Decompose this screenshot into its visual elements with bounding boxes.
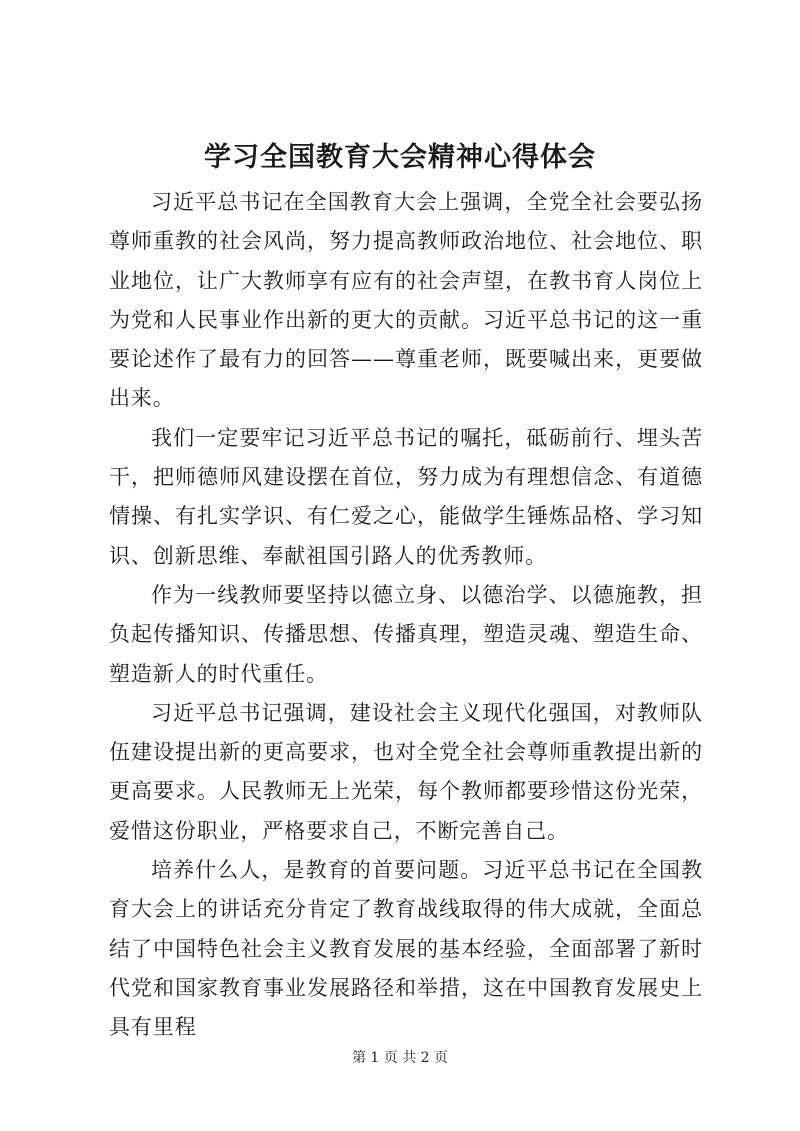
paragraph-1: 习近平总书记在全国教育大会上强调，全党全社会要弘扬尊师重教的社会风尚，努力提高教师政治地位、社会地位、职业地位，让广大教师享有应有的社会声望，在教书育人岗位上为党和人民事业作出新的更大的贡献。习近平总书记的这一重要论述作了最有力的回答——尊重老师，既要喊出来，更要做出来。 [109, 190, 703, 411]
page-footer: 第 1 页 共 2 页 [351, 1050, 449, 1066]
paragraph-4: 习近平总书记强调，建设社会主义现代化强国，对教师队伍建设提出新的更高要求，也对全党全社会尊师重教提出新的更高要求。人民教师无上光荣，每个教师都要珍惜这份光荣，爱惜这份职业，严格要求自己，不断完善自己。 [109, 700, 703, 843]
document-body [109, 183, 703, 1048]
paragraph-5: 培养什么人，是教育的首要问题。习近平总书记在全国教育大会上的讲话充分肯定了教育战线取得的伟大成就，全面总结了中国特色社会主义教育发展的基本经验，全面部署了新时代党和国家教育事业发展路径和举措，这在中国教育发展史上具有里程 [109, 858, 703, 1040]
paragraph-2: 我们一定要牢记习近平总书记的嘱托，砥砺前行、埋头苦干，把师德师风建设摆在首位，努力成为有理想信念、有道德情操、有扎实学识、有仁爱之心，能做学生锤炼品格、学习知识、创新思维、奉献祖国引路人的优秀教师。 [109, 425, 703, 568]
document-title: 学习全国教育大会精神心得体会 [204, 142, 596, 173]
paragraph-3: 作为一线教师要坚持以德立身、以德治学、以德施教，担负起传播知识、传播思想、传播真理，塑造灵魂、塑造生命、塑造新人的时代重任。 [109, 582, 703, 686]
